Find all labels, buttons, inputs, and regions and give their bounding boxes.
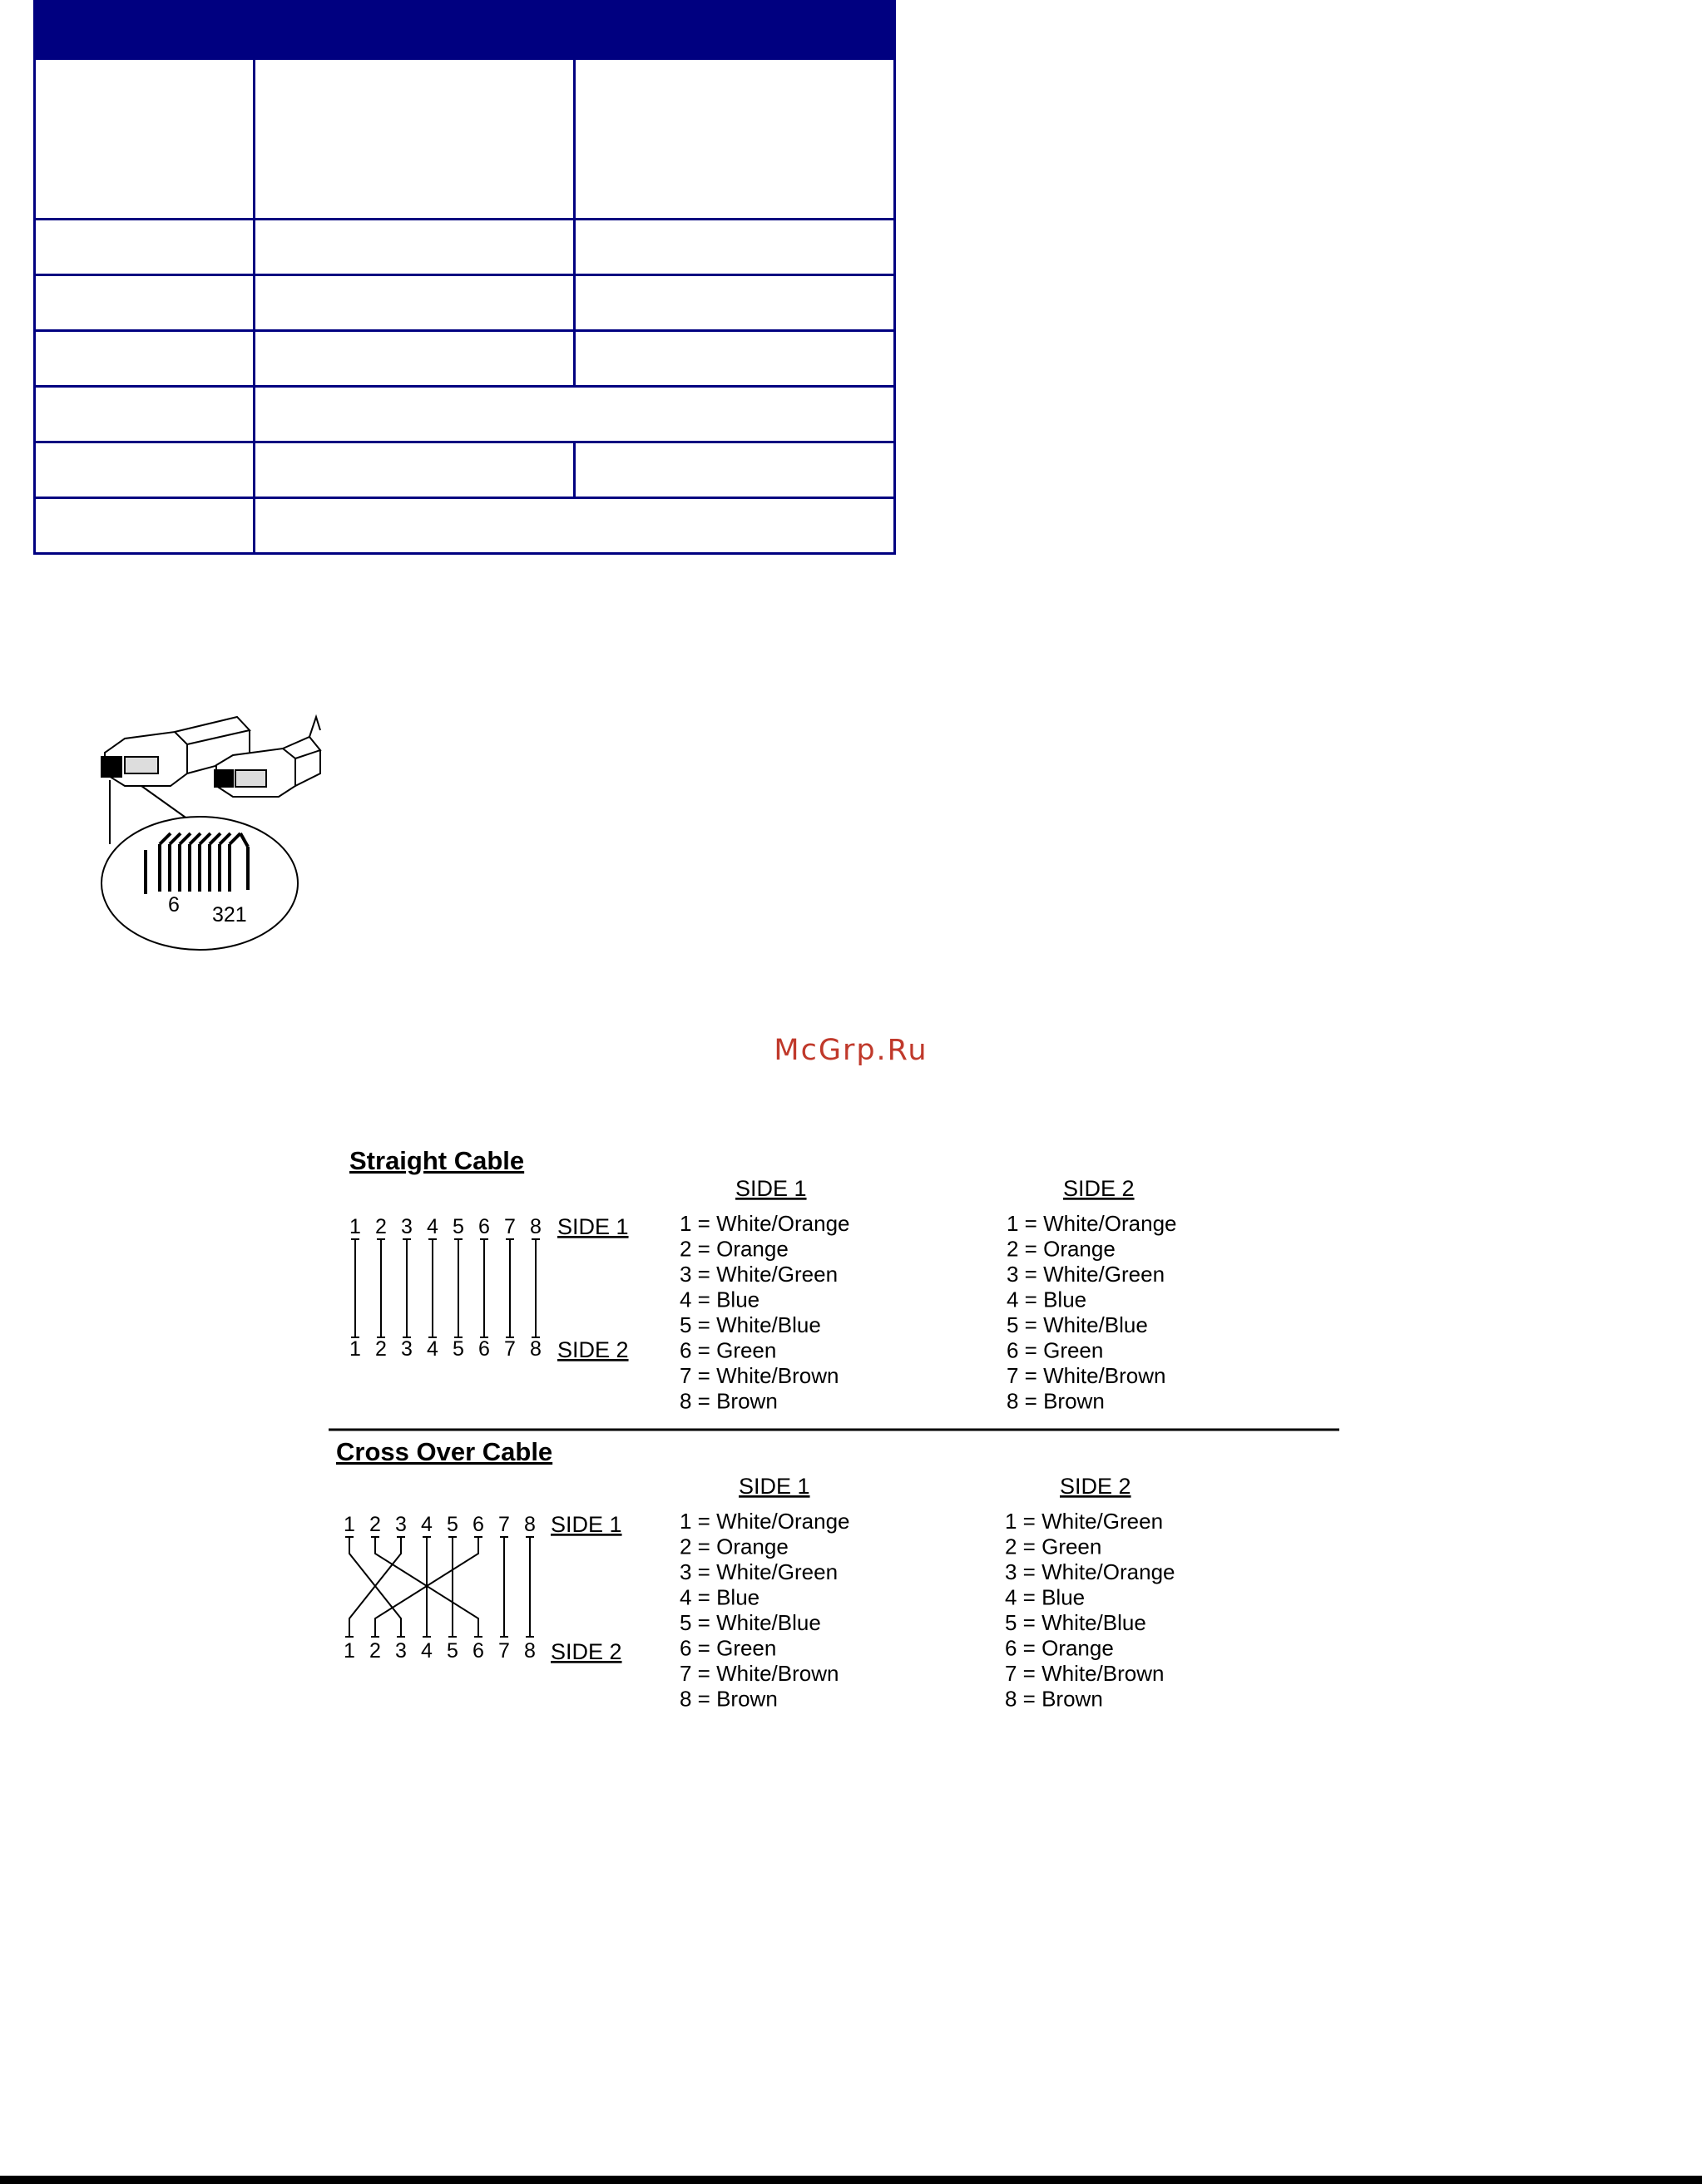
straight-side2-item: 1 = White/Orange [1007,1211,1177,1236]
table-row [35,331,895,387]
table-cell [35,275,255,331]
cross-side2-heading: SIDE 2 [1060,1474,1131,1499]
table-header-cell [35,2,895,59]
straight-pin-top-2: 2 [375,1215,387,1238]
straight-pin-bottom-5: 5 [453,1337,464,1361]
cross-pin-bottom-6: 6 [473,1639,484,1663]
table-cell [35,59,255,220]
cross-pin-top-7: 7 [498,1513,510,1536]
straight-side2-item: 6 = Green [1007,1337,1104,1363]
cross-side1-item: 3 = White/Green [680,1559,839,1584]
straight-side1-list [680,1211,850,1414]
straight-wires [351,1239,540,1337]
cross-side1-item: 2 = Orange [680,1534,789,1559]
cross-side2-item: 3 = White/Orange [1005,1559,1175,1584]
table-cell [255,220,575,275]
cross-diagram-side2-label: SIDE 2 [551,1639,622,1664]
straight-pins-bottom [349,1337,542,1361]
table-cell [255,442,575,498]
straight-pin-top-3: 3 [401,1215,413,1238]
straight-pin-bottom-1: 1 [349,1337,361,1361]
bottom-rule [0,2176,1702,2184]
cross-side2-item: 5 = White/Blue [1005,1610,1146,1635]
table-row [35,498,895,554]
table-header-row [35,2,895,59]
straight-pins-top [349,1215,542,1238]
cross-side1-list [680,1509,850,1712]
table-cell [255,387,895,442]
table-cell [575,59,895,220]
cross-diagram-side1-label: SIDE 1 [551,1512,622,1537]
table-cell [35,498,255,554]
crossover-cable-title: Cross Over Cable [336,1437,553,1466]
cross-pin-top-4: 4 [421,1513,433,1536]
cross-pin-top-6: 6 [473,1513,484,1536]
cross-pin-top-1: 1 [344,1513,355,1536]
cross-side1-item: 6 = Green [680,1635,777,1661]
cross-pin-bottom-5: 5 [447,1639,458,1663]
straight-diagram-side1-label: SIDE 1 [557,1214,629,1239]
straight-side2-item: 2 = Orange [1007,1236,1116,1262]
cross-side1-heading: SIDE 1 [739,1474,810,1499]
straight-side1-heading: SIDE 1 [735,1176,807,1201]
straight-pin-bottom-2: 2 [375,1337,387,1361]
cross-side1-item: 5 = White/Blue [680,1610,821,1635]
rj45-connector-illustration [92,707,333,956]
cross-pin-bottom-3: 3 [395,1639,407,1663]
table-cell [255,331,575,387]
cross-side2-item: 2 = Green [1005,1534,1102,1559]
straight-pin-bottom-8: 8 [530,1337,542,1361]
cross-pin-bottom-1: 1 [344,1639,355,1663]
cable-wiring-diagram [316,1148,1348,1730]
table-row [35,275,895,331]
table-row [35,387,895,442]
cross-side2-item: 1 = White/Green [1005,1509,1164,1534]
connector-pin-label-321: 321 [212,903,247,926]
straight-pin-bottom-3: 3 [401,1337,413,1361]
straight-pin-top-1: 1 [349,1215,361,1238]
straight-side2-item: 5 = White/Blue [1007,1312,1148,1337]
table-cell [255,275,575,331]
cross-side1-item: 7 = White/Brown [680,1661,839,1686]
straight-side1-item: 2 = Orange [680,1236,789,1262]
straight-side1-item: 6 = Green [680,1337,777,1363]
straight-side1-item: 7 = White/Brown [680,1363,839,1388]
straight-pin-top-6: 6 [478,1215,490,1238]
straight-pin-bottom-4: 4 [427,1337,438,1361]
straight-pin-bottom-6: 6 [478,1337,490,1361]
right-plug-icon [215,717,320,797]
watermark: McGrp.Ru [774,1034,928,1067]
straight-diagram-side2-label: SIDE 2 [557,1337,629,1362]
straight-pin-bottom-7: 7 [504,1337,516,1361]
straight-side2-item: 8 = Brown [1007,1388,1105,1414]
table-row [35,220,895,275]
cross-side2-list [1005,1509,1175,1712]
cross-pin-bottom-4: 4 [421,1639,433,1663]
table-cell [35,331,255,387]
cross-side2-item: 7 = White/Brown [1005,1661,1165,1686]
straight-side1-item: 4 = Blue [680,1287,760,1312]
straight-cable-title: Straight Cable [349,1148,525,1175]
straight-side2-list [1007,1211,1177,1414]
straight-side2-item: 4 = Blue [1007,1287,1087,1312]
table-cell [575,220,895,275]
straight-side2-item: 3 = White/Green [1007,1262,1165,1287]
table-cell [35,220,255,275]
cross-pin-bottom-2: 2 [369,1639,381,1663]
table-cell [575,275,895,331]
straight-side1-item: 3 = White/Green [680,1262,839,1287]
cross-pin-bottom-7: 7 [498,1639,510,1663]
cross-side2-item: 8 = Brown [1005,1686,1103,1712]
straight-pin-top-4: 4 [427,1215,438,1238]
straight-pin-top-7: 7 [504,1215,516,1238]
cross-side1-item: 1 = White/Orange [680,1509,850,1534]
straight-side1-item: 1 = White/Orange [680,1211,850,1236]
cross-side1-item: 4 = Blue [680,1584,760,1610]
table-cell [35,387,255,442]
cross-pin-top-8: 8 [524,1513,536,1536]
cross-pin-top-3: 3 [395,1513,407,1536]
table-cell [575,331,895,387]
cross-wires [345,1537,534,1637]
cross-pin-bottom-8: 8 [524,1639,536,1663]
cross-side2-item: 4 = Blue [1005,1584,1086,1610]
straight-pin-top-5: 5 [453,1215,464,1238]
straight-side2-heading: SIDE 2 [1063,1176,1135,1201]
straight-pin-top-8: 8 [530,1215,542,1238]
spec-table [33,0,896,555]
table-cell [255,59,575,220]
table-row [35,59,895,220]
cross-pin-top-5: 5 [447,1513,458,1536]
cross-pin-top-2: 2 [369,1513,381,1536]
cross-side2-item: 6 = Orange [1005,1635,1114,1661]
cross-pins-bottom [344,1639,536,1663]
straight-side2-item: 7 = White/Brown [1007,1363,1166,1388]
connector-pin-label-6: 6 [168,893,180,917]
table-cell [575,442,895,498]
table-row [35,442,895,498]
straight-side1-item: 8 = Brown [680,1388,778,1414]
table-cell [35,442,255,498]
cross-side1-item: 8 = Brown [680,1686,778,1712]
straight-side1-item: 5 = White/Blue [680,1312,821,1337]
cross-pins-top [344,1513,536,1536]
table-cell [255,498,895,554]
